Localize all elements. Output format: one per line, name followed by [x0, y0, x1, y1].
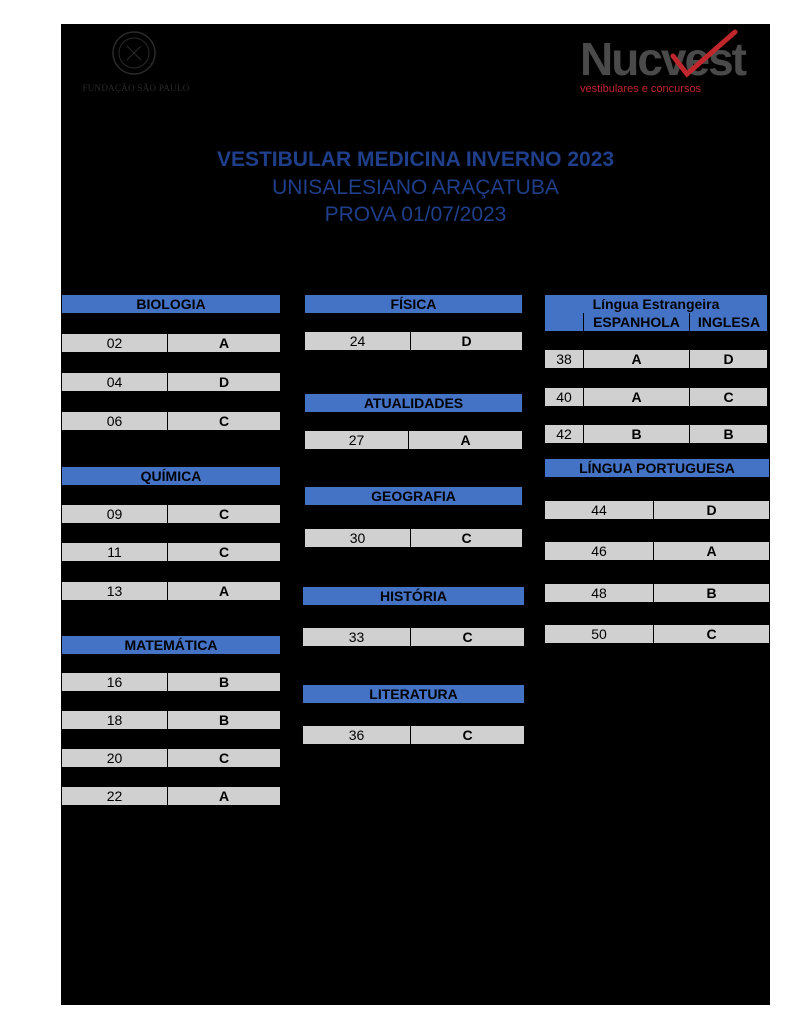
- table-row: [62, 543, 280, 561]
- answer-inglesa: B: [690, 425, 767, 443]
- title-line-1: VESTIBULAR MEDICINA INVERNO 2023: [216, 148, 615, 171]
- question-number: 46: [545, 542, 654, 560]
- title-line-2: UNISALESIANO ARAÇATUBA: [272, 176, 559, 199]
- answer: A: [168, 334, 280, 352]
- question-number: 30: [305, 529, 411, 547]
- table-row: [303, 628, 524, 646]
- answer: D: [654, 501, 769, 519]
- col-inglesa: INGLESA: [689, 313, 768, 331]
- answer-espanhola: A: [584, 388, 690, 406]
- question-number: 50: [545, 625, 654, 643]
- lingua-estrangeira-title: Língua Estrangeira: [592, 296, 720, 312]
- question-number: 11: [62, 543, 168, 561]
- question-number: 36: [303, 726, 411, 744]
- table-row: [545, 388, 767, 406]
- brand-name: Nucvest: [580, 33, 745, 85]
- table-row: [62, 787, 280, 805]
- table-row: [62, 334, 280, 352]
- question-number: 27: [305, 431, 409, 449]
- section-lingua-estrangeira-header: [545, 295, 767, 331]
- question-number: 18: [62, 711, 168, 729]
- table-row: [305, 529, 522, 547]
- answer-key-page: [61, 24, 770, 1005]
- question-number: 48: [545, 584, 654, 602]
- question-number: 38: [545, 350, 584, 368]
- answer: B: [168, 711, 280, 729]
- document-title: [61, 146, 770, 228]
- section-fisica-header: FÍSICA: [305, 295, 522, 313]
- section-geografia-header: GEOGRAFIA: [305, 487, 522, 505]
- table-row: [62, 582, 280, 600]
- section-quimica-header: QUÍMICA: [62, 467, 280, 485]
- answer: C: [411, 628, 524, 646]
- question-number: 22: [62, 787, 168, 805]
- answer: A: [654, 542, 769, 560]
- fundacao-sao-paulo-logo: [66, 28, 206, 98]
- question-number: 04: [62, 373, 168, 391]
- brand-tagline: vestibulares e concursos: [580, 83, 702, 95]
- table-row: [545, 625, 769, 643]
- table-row: [545, 350, 767, 368]
- question-number: 33: [303, 628, 411, 646]
- table-row: [545, 542, 769, 560]
- section-matematica-header: MATEMÁTICA: [62, 636, 280, 654]
- table-row: [545, 584, 769, 602]
- answer: D: [411, 332, 522, 350]
- answer: C: [168, 505, 280, 523]
- answer-espanhola: A: [584, 350, 690, 368]
- section-historia-header: HISTÓRIA: [303, 587, 524, 605]
- section-lingua-portuguesa-header: LÍNGUA PORTUGUESA: [545, 459, 769, 477]
- question-number: 42: [545, 425, 584, 443]
- question-number: 09: [62, 505, 168, 523]
- section-biologia-header: BIOLOGIA: [62, 295, 280, 313]
- table-row: [62, 505, 280, 523]
- table-row: [62, 412, 280, 430]
- answer-espanhola: B: [584, 425, 690, 443]
- answer: C: [168, 412, 280, 430]
- table-row: [305, 332, 522, 350]
- seal-icon: [111, 30, 157, 76]
- question-number: 40: [545, 388, 584, 406]
- answer: C: [411, 529, 522, 547]
- question-number: 13: [62, 582, 168, 600]
- answer: D: [168, 373, 280, 391]
- checkmark-icon: [653, 28, 743, 84]
- nucvest-logo: [577, 28, 757, 98]
- answer: A: [409, 431, 522, 449]
- question-number: 02: [62, 334, 168, 352]
- table-row: [303, 726, 524, 744]
- question-number: 44: [545, 501, 654, 519]
- answer: C: [411, 726, 524, 744]
- table-row: [62, 673, 280, 691]
- section-literatura-header: LITERATURA: [303, 685, 524, 703]
- answer: C: [168, 749, 280, 767]
- answer: C: [654, 625, 769, 643]
- answer: C: [168, 543, 280, 561]
- table-row: [62, 749, 280, 767]
- question-number: 06: [62, 412, 168, 430]
- answer: A: [168, 582, 280, 600]
- answer-inglesa: D: [690, 350, 767, 368]
- section-atualidades-header: ATUALIDADES: [305, 394, 522, 412]
- col-espanhola: ESPANHOLA: [583, 313, 689, 331]
- table-row: [62, 373, 280, 391]
- left-logo-text: FUNDAÇÃO SÃO PAULO: [82, 83, 190, 93]
- table-row: [62, 711, 280, 729]
- question-number: 24: [305, 332, 411, 350]
- table-row: [545, 501, 769, 519]
- answer-inglesa: C: [690, 388, 767, 406]
- table-row: [305, 431, 522, 449]
- answer: A: [168, 787, 280, 805]
- answer: B: [168, 673, 280, 691]
- answer: B: [654, 584, 769, 602]
- title-line-3: PROVA 01/07/2023: [324, 203, 507, 226]
- question-number: 20: [62, 749, 168, 767]
- table-row: [545, 425, 767, 443]
- question-number: 16: [62, 673, 168, 691]
